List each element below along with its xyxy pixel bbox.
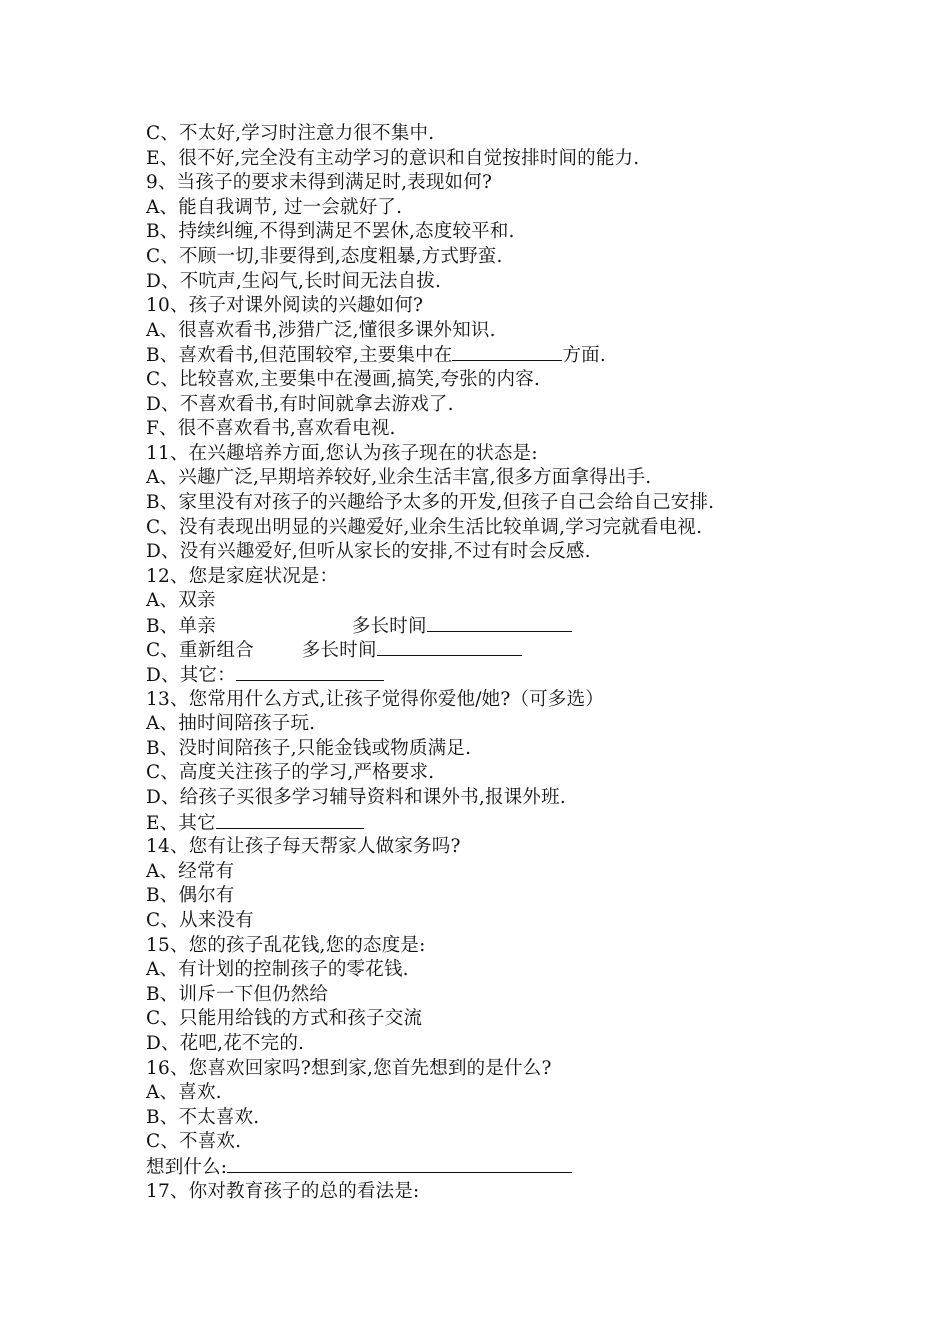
question-10-option-a: A、很喜欢看书,涉猎广泛,懂很多课外知识.	[146, 319, 496, 341]
option-prev-e: E、很不好,完全没有主动学习的意识和自觉按排时间的能力.	[146, 147, 640, 169]
question-9-option-b: B、持续纠缠,不得到满足不罢休,态度较平和.	[146, 221, 515, 243]
question-11-option-d: D、没有兴趣爱好,但听从家长的安排,不过有时会反感.	[146, 541, 591, 563]
option-text: C、重新组合	[146, 640, 254, 662]
question-14-option-b: B、偶尔有	[146, 885, 235, 907]
option-text: B、喜欢看书,但范围较窄,主要集中在	[146, 345, 453, 367]
question-16-option-c: C、不喜欢.	[146, 1131, 242, 1153]
option-9-c-prev: C、不太好,学习时注意力很不集中.	[146, 123, 435, 144]
question-11: 11、在兴趣培养方面,您认为孩子现在的状态是:	[146, 442, 538, 464]
fill-in-blank[interactable]	[427, 614, 572, 632]
question-15-option-a: A、有计划的控制孩子的零花钱.	[146, 959, 409, 981]
question-14: 14、您有让孩子每天帮家人做家务吗?	[146, 836, 461, 858]
duration-label: 多长时间	[301, 640, 377, 662]
question-10-option-c: C、比较喜欢,主要集中在漫画,搞笑,夸张的内容.	[146, 368, 540, 390]
question-12-option-a: A、双亲	[146, 590, 216, 612]
question-12: 12、您是家庭状况是：	[146, 565, 339, 587]
option-text: 想到什么:	[146, 1156, 228, 1178]
question-10-option-f: F、很不喜欢看书,喜欢看电视.	[146, 418, 396, 440]
question-9-option-c: C、不顾一切,非要得到,态度粗暴,方式野蛮.	[146, 245, 503, 267]
fill-in-blank[interactable]	[377, 638, 522, 656]
question-10-option-d: D、不喜欢看书,有时间就拿去游戏了.	[146, 393, 454, 415]
fill-in-blank[interactable]	[452, 343, 562, 361]
option-text: E、其它	[146, 812, 216, 834]
duration-label: 多长时间	[351, 615, 427, 637]
question-15-option-c: C、只能用给钱的方式和孩子交流	[146, 1008, 423, 1030]
question-14-option-c: C、从来没有	[146, 910, 254, 931]
option-text: D、其它：	[146, 665, 236, 687]
fill-in-blank[interactable]	[227, 1155, 572, 1173]
question-16-option-b: B、不太喜欢.	[146, 1106, 260, 1128]
option-text: B、单亲	[146, 615, 216, 637]
question-9-option-a: A、能自我调节, 过一会就好了.	[146, 196, 403, 218]
question-16-option-a: A、喜欢.	[146, 1082, 222, 1104]
question-13-option-c: C、高度关注孩子的学习,严格要求.	[146, 762, 435, 784]
questionnaire-body	[146, 122, 866, 1204]
question-13-option-b: B、没时间陪孩子,只能金钱或物质满足.	[146, 737, 472, 759]
question-9: 9、当孩子的要求未得到满足时,表现如何?	[146, 172, 493, 194]
question-13-option-a: A、抽时间陪孩子玩.	[146, 713, 316, 735]
question-15-option-b: B、训斥一下但仍然给	[146, 983, 329, 1005]
option-text-suffix: 方面.	[562, 345, 606, 367]
question-10-option-b	[146, 343, 866, 368]
question-11-option-c: C、没有表现出明显的兴趣爱好,业余生活比较单调,学习完就看电视.	[146, 516, 703, 538]
question-10: 10、孩子对课外阅读的兴趣如何?	[146, 295, 424, 317]
question-16: 16、您喜欢回家吗?想到家,您首先想到的是什么?	[146, 1057, 552, 1079]
question-12-option-c	[146, 638, 866, 663]
question-12-option-b	[146, 614, 866, 639]
fill-in-blank[interactable]	[236, 663, 384, 681]
question-12-option-d	[146, 663, 866, 688]
fill-in-blank[interactable]	[216, 811, 364, 829]
question-13: 13、您常用什么方式,让孩子觉得你爱他/她?（可多选）	[146, 688, 604, 710]
question-11-option-a: A、兴趣广泛,早期培养较好,业余生活丰富,很多方面拿得出手.	[146, 467, 652, 489]
question-14-option-a: A、经常有	[146, 860, 235, 882]
question-16-followup	[146, 1155, 866, 1180]
question-11-option-b: B、家里没有对孩子的兴趣给予太多的开发,但孩子自己会给自己安排.	[146, 491, 715, 513]
question-15: 15、您的孩子乱花钱,您的态度是:	[146, 934, 426, 956]
question-15-option-d: D、花吧,花不完的.	[146, 1032, 305, 1054]
question-17: 17、你对教育孩子的总的看法是:	[146, 1180, 420, 1202]
question-9-option-d: D、不吭声,生闷气,长时间无法自拔.	[146, 270, 442, 292]
question-13-option-d: D、给孩子买很多学习辅导资料和课外书,报课外班.	[146, 787, 566, 809]
question-13-option-e	[146, 811, 866, 836]
